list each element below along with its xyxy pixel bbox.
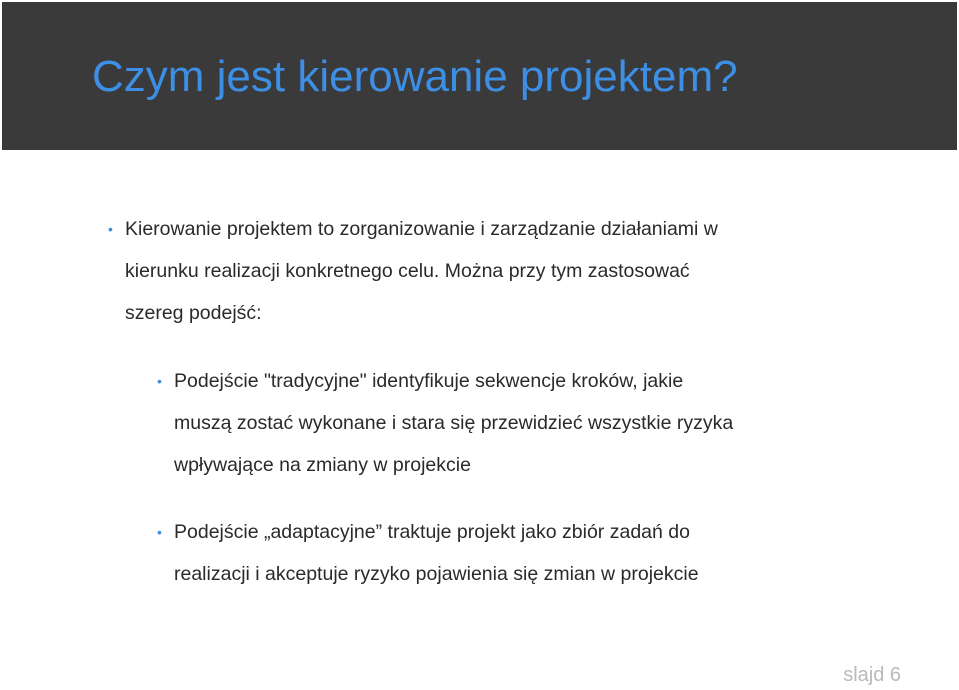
title-bar	[2, 2, 957, 150]
bullet-item-1	[108, 208, 865, 334]
bullet-line: Podejście "tradycyjne" identyfikuje sekwencje kroków, jakie	[174, 370, 684, 392]
slide-title: Czym jest kierowanie projektem?	[92, 52, 738, 101]
bullet-line: realizacji i akceptuje ryzyko pojawienia się zmian w projekcie	[174, 563, 699, 585]
bullet-line: Podejście „adaptacyjne” traktuje projekt jako zbiór zadań do	[174, 521, 690, 543]
bullet-line: Kierowanie projektem to zorganizowanie i zarządzanie działaniami w	[125, 218, 718, 240]
bullet-marker-icon: •	[108, 221, 113, 237]
slide-number: slajd 6	[843, 664, 901, 686]
bullet-item-3	[157, 511, 874, 595]
bullet-line: szereg podejść:	[125, 302, 262, 324]
bullet-line: wpływające na zmiany w projekcie	[174, 454, 471, 476]
bullet-marker-icon: •	[157, 524, 162, 540]
bullet-marker-icon: •	[157, 373, 162, 389]
bullet-item-2	[157, 360, 874, 486]
bullet-line: muszą zostać wykonane i stara się przewidzieć wszystkie ryzyka	[174, 412, 734, 434]
bullet-line: kierunku realizacji konkretnego celu. Można przy tym zastosować	[125, 260, 690, 282]
